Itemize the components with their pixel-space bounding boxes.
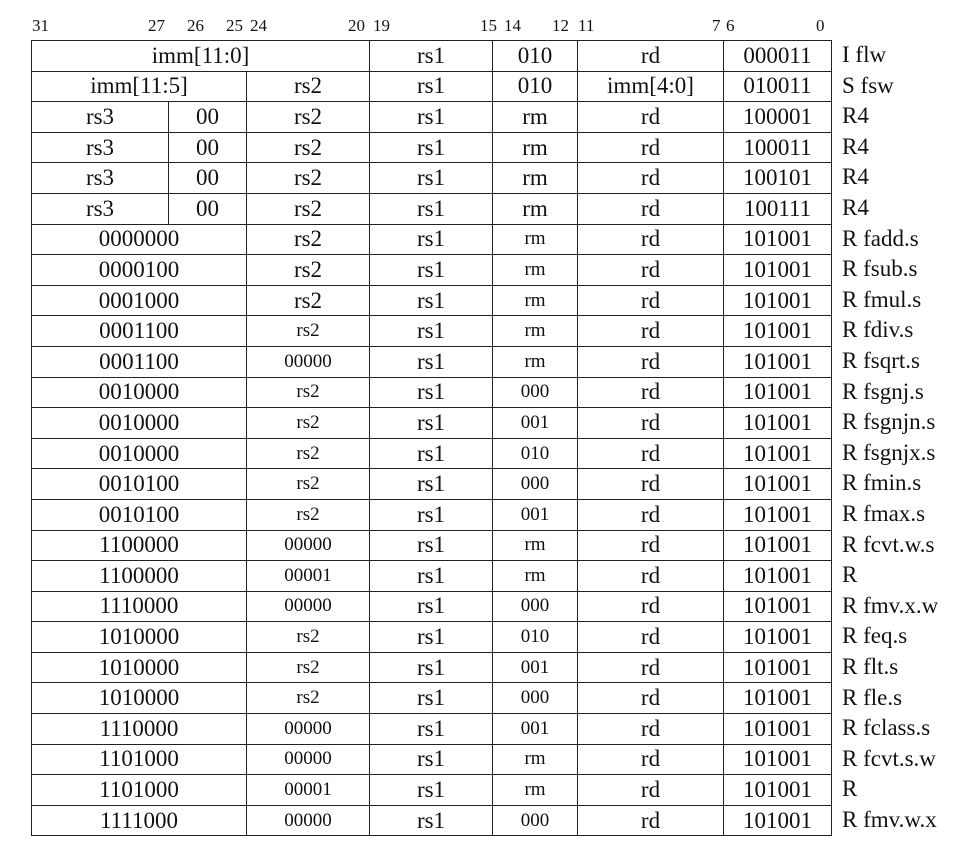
field-cell: rd xyxy=(578,132,724,163)
field-cell: imm[11:0] xyxy=(32,41,370,72)
field-cell: 00 xyxy=(169,102,247,133)
field-cell: rs1 xyxy=(370,469,493,500)
field-cell: 101001 xyxy=(724,591,832,622)
table-row xyxy=(32,561,832,592)
field-cell: 1101000 xyxy=(32,744,247,775)
table-row xyxy=(32,591,832,622)
table-row xyxy=(32,346,832,377)
field-cell: 010011 xyxy=(724,71,832,102)
table-row xyxy=(32,744,832,775)
field-cell: rm xyxy=(493,224,578,255)
table-row xyxy=(32,255,832,286)
field-cell: rm xyxy=(493,193,578,224)
field-cell: 1111000 xyxy=(32,805,247,836)
table-row xyxy=(32,316,832,347)
field-cell: 0001100 xyxy=(32,316,247,347)
bit-label-25: 25 xyxy=(226,16,243,35)
bit-label-14: 14 xyxy=(504,16,521,35)
field-cell: rs1 xyxy=(370,71,493,102)
field-cell: rm xyxy=(493,132,578,163)
field-cell: rd xyxy=(578,744,724,775)
instruction-label: R fsub.s xyxy=(842,256,918,282)
field-cell: rs2 xyxy=(247,377,370,408)
table-row xyxy=(32,163,832,194)
field-cell: rd xyxy=(578,224,724,255)
field-cell: rd xyxy=(578,285,724,316)
field-cell: rs2 xyxy=(247,438,370,469)
field-cell: rs3 xyxy=(32,163,169,194)
field-cell: rs2 xyxy=(247,224,370,255)
field-cell: 101001 xyxy=(724,408,832,439)
field-cell: rs2 xyxy=(247,193,370,224)
instruction-label: R4 xyxy=(842,164,869,190)
instruction-label: R4 xyxy=(842,103,869,129)
field-cell: rs2 xyxy=(247,102,370,133)
field-cell: rd xyxy=(578,775,724,806)
field-cell: 101001 xyxy=(724,744,832,775)
encoding-rows xyxy=(32,41,832,836)
field-cell: rs1 xyxy=(370,408,493,439)
field-cell: 000 xyxy=(493,591,578,622)
field-cell: 1010000 xyxy=(32,683,247,714)
field-cell: rs1 xyxy=(370,744,493,775)
instruction-label: R feq.s xyxy=(842,623,908,649)
table-row xyxy=(32,499,832,530)
table-row xyxy=(32,622,832,653)
instruction-label: R fsgnj.s xyxy=(842,378,924,404)
instruction-encoding-table xyxy=(31,40,832,836)
table-row xyxy=(32,224,832,255)
field-cell: rs2 xyxy=(247,499,370,530)
instruction-label: S fsw xyxy=(842,72,894,98)
field-cell: rd xyxy=(578,652,724,683)
field-cell: rs2 xyxy=(247,469,370,500)
field-cell: 101001 xyxy=(724,316,832,347)
field-cell: rs1 xyxy=(370,316,493,347)
field-cell: rs1 xyxy=(370,102,493,133)
field-cell: rs1 xyxy=(370,805,493,836)
field-cell: rs1 xyxy=(370,377,493,408)
table-row xyxy=(32,132,832,163)
field-cell: rm xyxy=(493,561,578,592)
field-cell: rs1 xyxy=(370,132,493,163)
bit-label-19: 19 xyxy=(373,16,390,35)
field-cell: rs3 xyxy=(32,193,169,224)
field-cell: rm xyxy=(493,775,578,806)
field-cell: 101001 xyxy=(724,652,832,683)
field-cell: 001 xyxy=(493,499,578,530)
instruction-label: R flt.s xyxy=(842,654,899,679)
field-cell: rs2 xyxy=(247,255,370,286)
field-cell: 101001 xyxy=(724,622,832,653)
field-cell: rd xyxy=(578,622,724,653)
field-cell: 101001 xyxy=(724,561,832,592)
field-cell: rs2 xyxy=(247,408,370,439)
field-cell: 1010000 xyxy=(32,652,247,683)
table-row xyxy=(32,683,832,714)
field-cell: rd xyxy=(578,163,724,194)
field-cell: rs3 xyxy=(32,102,169,133)
field-cell: rd xyxy=(578,316,724,347)
field-cell: rm xyxy=(493,285,578,316)
instruction-label: R fcvt.w.s xyxy=(842,531,935,557)
field-cell: 0001000 xyxy=(32,285,247,316)
bit-label-11: 11 xyxy=(578,16,595,35)
field-cell: 1100000 xyxy=(32,530,247,561)
field-cell: rs1 xyxy=(370,163,493,194)
table-row xyxy=(32,408,832,439)
instruction-label: R xyxy=(842,562,858,588)
bit-label-0: 0 xyxy=(816,16,825,35)
field-cell: rs1 xyxy=(370,255,493,286)
table-row xyxy=(32,71,832,102)
field-cell: rd xyxy=(578,683,724,714)
field-cell: 101001 xyxy=(724,683,832,714)
field-cell: rm xyxy=(493,316,578,347)
field-cell: 00 xyxy=(169,163,247,194)
field-cell: rs1 xyxy=(370,438,493,469)
instruction-label: R fle.s xyxy=(842,684,903,710)
field-cell: 101001 xyxy=(724,530,832,561)
field-cell: 0010000 xyxy=(32,438,247,469)
field-cell: 0001100 xyxy=(32,346,247,377)
field-cell: 1100000 xyxy=(32,561,247,592)
field-cell: rd xyxy=(578,714,724,745)
field-cell: rd xyxy=(578,193,724,224)
field-cell: rd xyxy=(578,41,724,72)
instruction-label: R4 xyxy=(842,195,869,220)
field-cell: 101001 xyxy=(724,469,832,500)
table-row xyxy=(32,530,832,561)
field-cell: 00000 xyxy=(247,591,370,622)
field-cell: 00000 xyxy=(247,805,370,836)
field-cell: 1010000 xyxy=(32,622,247,653)
field-cell: rs1 xyxy=(370,683,493,714)
field-cell: rm xyxy=(493,102,578,133)
field-cell: 100001 xyxy=(724,102,832,133)
field-cell: 010 xyxy=(493,71,578,102)
field-cell: 100011 xyxy=(724,132,832,163)
field-cell: 001 xyxy=(493,408,578,439)
field-cell: 00000 xyxy=(247,744,370,775)
field-cell: rs2 xyxy=(247,622,370,653)
field-cell: rd xyxy=(578,346,724,377)
field-cell: rs1 xyxy=(370,775,493,806)
instruction-label: R fclass.s xyxy=(842,715,931,741)
field-cell: rs1 xyxy=(370,591,493,622)
field-cell: 101001 xyxy=(724,224,832,255)
field-cell: 000 xyxy=(493,805,578,836)
instruction-label: R fcvt.s.w xyxy=(842,745,936,771)
instruction-label: R fmax.s xyxy=(842,501,926,526)
field-cell: rm xyxy=(493,163,578,194)
bit-label-26: 26 xyxy=(187,16,204,35)
instruction-label: R fmv.x.w xyxy=(842,592,939,618)
field-cell: 0000100 xyxy=(32,255,247,286)
field-cell: 101001 xyxy=(724,346,832,377)
field-cell: 101001 xyxy=(724,438,832,469)
field-cell: 1101000 xyxy=(32,775,247,806)
field-cell: 100101 xyxy=(724,163,832,194)
field-cell: rd xyxy=(578,102,724,133)
field-cell: 101001 xyxy=(724,499,832,530)
instruction-label: R xyxy=(842,776,858,802)
field-cell: 000 xyxy=(493,683,578,714)
field-cell: rd xyxy=(578,499,724,530)
field-cell: rs1 xyxy=(370,561,493,592)
bit-label-24: 24 xyxy=(250,16,267,35)
field-cell: 100111 xyxy=(724,193,832,224)
field-cell: 0010100 xyxy=(32,469,247,500)
field-cell: 001 xyxy=(493,714,578,745)
field-cell: imm[4:0] xyxy=(578,71,724,102)
field-cell: 010 xyxy=(493,622,578,653)
field-cell: 101001 xyxy=(724,775,832,806)
field-cell: rd xyxy=(578,469,724,500)
field-cell: 000 xyxy=(493,377,578,408)
field-cell: 00000 xyxy=(247,530,370,561)
field-cell: 00 xyxy=(169,193,247,224)
instruction-label: R fadd.s xyxy=(842,225,919,251)
instruction-label: R fsqrt.s xyxy=(842,348,920,373)
table-row xyxy=(32,377,832,408)
table-row xyxy=(32,652,832,683)
table-row xyxy=(32,469,832,500)
field-cell: rs1 xyxy=(370,714,493,745)
instruction-label: R fdiv.s xyxy=(842,317,914,343)
table-row xyxy=(32,775,832,806)
field-cell: rs1 xyxy=(370,652,493,683)
field-cell: rd xyxy=(578,591,724,622)
field-cell: rs1 xyxy=(370,346,493,377)
field-cell: imm[11:5] xyxy=(32,71,247,102)
field-cell: rs1 xyxy=(370,499,493,530)
field-cell: rs2 xyxy=(247,683,370,714)
field-cell: 101001 xyxy=(724,255,832,286)
field-cell: rs1 xyxy=(370,224,493,255)
table-row xyxy=(32,805,832,836)
field-cell: rs3 xyxy=(32,132,169,163)
instruction-label: R fmul.s xyxy=(842,286,922,312)
table-row xyxy=(32,285,832,316)
table-row xyxy=(32,41,832,72)
field-cell: 00001 xyxy=(247,775,370,806)
instruction-label: R4 xyxy=(842,133,869,159)
field-cell: rd xyxy=(578,561,724,592)
field-cell: rs1 xyxy=(370,530,493,561)
field-cell: rm xyxy=(493,530,578,561)
field-cell: rs1 xyxy=(370,285,493,316)
field-cell: rd xyxy=(578,438,724,469)
bit-label-27: 27 xyxy=(148,16,165,35)
field-cell: 00000 xyxy=(247,346,370,377)
table-row xyxy=(32,438,832,469)
table-row xyxy=(32,193,832,224)
instruction-label: R fsgnjx.s xyxy=(842,439,936,465)
instruction-label: R fsgnjn.s xyxy=(842,409,936,435)
field-cell: rs2 xyxy=(247,71,370,102)
bit-label-31: 31 xyxy=(32,16,49,35)
bit-label-7: 7 xyxy=(712,16,721,35)
field-cell: 101001 xyxy=(724,805,832,836)
field-cell: 00000 xyxy=(247,714,370,745)
field-cell: rs2 xyxy=(247,316,370,347)
field-cell: rs2 xyxy=(247,652,370,683)
instruction-label: I flw xyxy=(842,42,887,67)
bit-label-6: 6 xyxy=(726,16,735,35)
field-cell: 101001 xyxy=(724,377,832,408)
field-cell: 000011 xyxy=(724,41,832,72)
field-cell: 1110000 xyxy=(32,591,247,622)
field-cell: 101001 xyxy=(724,285,832,316)
field-cell: 00001 xyxy=(247,561,370,592)
field-cell: 0010100 xyxy=(32,499,247,530)
field-cell: rm xyxy=(493,346,578,377)
field-cell: rd xyxy=(578,805,724,836)
field-cell: rd xyxy=(578,255,724,286)
field-cell: rm xyxy=(493,255,578,286)
field-cell: rs1 xyxy=(370,193,493,224)
field-cell: 0010000 xyxy=(32,377,247,408)
table-row xyxy=(32,714,832,745)
bit-label-15: 15 xyxy=(480,16,497,35)
field-cell: rs2 xyxy=(247,285,370,316)
field-cell: rs1 xyxy=(370,41,493,72)
bit-label-12: 12 xyxy=(552,16,569,35)
instruction-label: R fmv.w.x xyxy=(842,807,937,832)
bit-position-header xyxy=(0,0,968,36)
field-cell: rs2 xyxy=(247,163,370,194)
field-cell: 001 xyxy=(493,652,578,683)
field-cell: rd xyxy=(578,530,724,561)
field-cell: 000 xyxy=(493,469,578,500)
field-cell: rd xyxy=(578,408,724,439)
field-cell: 0000000 xyxy=(32,224,247,255)
table-row xyxy=(32,102,832,133)
field-cell: rs1 xyxy=(370,622,493,653)
field-cell: 0010000 xyxy=(32,408,247,439)
field-cell: rm xyxy=(493,744,578,775)
field-cell: 010 xyxy=(493,41,578,72)
field-cell: 1110000 xyxy=(32,714,247,745)
field-cell: 010 xyxy=(493,438,578,469)
bit-label-20: 20 xyxy=(348,16,365,35)
instruction-label: R fmin.s xyxy=(842,470,922,496)
field-cell: rs2 xyxy=(247,132,370,163)
field-cell: 101001 xyxy=(724,714,832,745)
field-cell: rd xyxy=(578,377,724,408)
field-cell: 00 xyxy=(169,132,247,163)
